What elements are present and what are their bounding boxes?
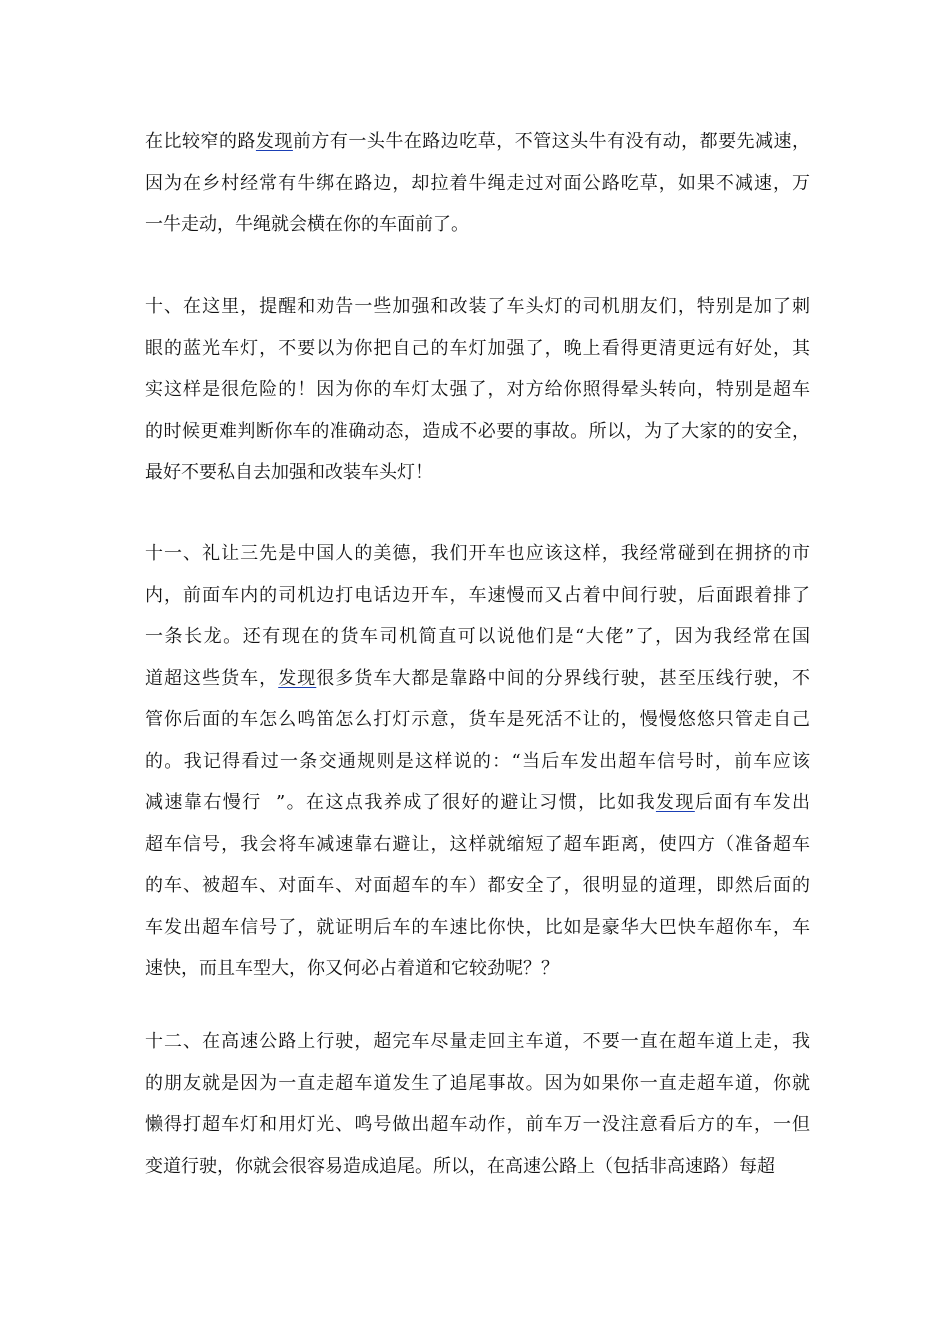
line-text: 最好不要私自去加强和改装车头灯！ [145, 462, 433, 483]
text-line [145, 741, 810, 783]
paragraph-yield-to-overtaking [145, 533, 810, 990]
line-text: 在比较窄的路 [145, 131, 256, 152]
text-line [145, 204, 810, 246]
line-text: 后面有车发出 [694, 792, 811, 813]
line-text: 管你后面的车怎么鸣笛怎么打灯示意，货车是死活不让的，慢慢悠悠只管走自己 [145, 709, 810, 730]
text-line [145, 452, 810, 494]
line-text: 内，前面车内的司机边打电话边开车，车速慢而又占着中间行驶，后面跟着排了 [145, 584, 810, 606]
text-line [145, 1063, 810, 1105]
text-line [145, 411, 810, 453]
keyword-link[interactable]: 发现 [278, 667, 317, 689]
text-line [145, 1146, 810, 1188]
line-text: 车发出超车信号了，就证明后车的车速比你快，比如是豪华大巴快车超你车，车 [145, 916, 810, 938]
line-text: 超车信号，我会将车减速靠右避让，这样就缩短了超车距离，使四方（准备超车 [145, 833, 810, 855]
paragraph-highway-overtaking-lane [145, 1021, 810, 1187]
line-text: 道超这些货车， [145, 667, 279, 689]
text-line [145, 907, 810, 949]
keyword-link[interactable]: 发现 [655, 792, 695, 813]
text-line [145, 865, 810, 907]
text-line [145, 782, 810, 824]
line-text: 十、在这里，提醒和劝告一些加强和改装了车头灯的司机朋友们，特别是加了刺 [145, 296, 810, 317]
line-text: 眼的蓝光车灯，不要以为你把自己的车灯加强了，晚上看得更清更远有好处，其 [145, 337, 810, 359]
line-text: 的朋友就是因为一直走超车道发生了追尾事故。因为如果你一直走超车道，你就 [145, 1072, 810, 1094]
line-text: 速快，而且车型大，你又何必占着道和它较劲呢？？ [145, 958, 559, 979]
paragraph-headlight-modification [145, 286, 810, 494]
text-line [145, 1104, 810, 1146]
text-line [145, 948, 810, 990]
text-line [145, 824, 810, 866]
line-text: 懒得打超车灯和用灯光、鸣号做出超车动作，前车万一没注意看后方的车，一但 [145, 1114, 810, 1135]
keyword-link[interactable]: 发现 [255, 131, 293, 152]
paragraph-cow-on-road [145, 121, 810, 246]
line-text: 很多货车大都是靠路中间的分界线行驶，甚至压线行驶，不 [316, 667, 811, 689]
text-line [145, 533, 810, 575]
line-text: 减速靠右慢行 ”。在这点我养成了很好的避让习惯，比如我 [145, 792, 656, 813]
line-text: 十一、礼让三先是中国人的美德，我们开车也应该这样，我经常碰到在拥挤的市 [145, 543, 810, 564]
line-text: 一牛走动，牛绳就会横在你的车面前了。 [145, 214, 469, 235]
text-line [145, 658, 810, 700]
text-line [145, 616, 810, 658]
line-text: 的时候更难判断你车的准确动态，造成不必要的事故。所以，为了大家的的安全， [145, 420, 810, 442]
line-text: 实这样是很危险的！因为你的车灯太强了，对方给你照得晕头转向，特别是超车 [145, 379, 810, 400]
line-text: 因为在乡村经常有牛绑在路边，却拉着牛绳走过对面公路吃草，如果不减速，万 [145, 172, 810, 194]
line-text: 十二、在高速公路上行驶，超完车尽量走回主车道，不要一直在超车道上走，我 [145, 1031, 810, 1052]
text-line [145, 163, 810, 205]
text-line [145, 1021, 810, 1063]
line-text: 一条长龙。还有现在的货车司机简直可以说他们是“大佬”了，因为我经常在国 [145, 626, 810, 647]
text-line [145, 328, 810, 370]
line-text: 前方有一头牛在路边吃草，不管这头牛有没有动，都要先减速， [292, 131, 811, 152]
text-line [145, 121, 810, 163]
text-line [145, 286, 810, 328]
text-line [145, 575, 810, 617]
text-line [145, 699, 810, 741]
text-line [145, 369, 810, 411]
line-text: 变道行驶，你就会很容易造成追尾。所以，在高速公路上（包括非高速路）每超 [145, 1155, 775, 1177]
line-text: 的车、被超车、对面车、对面超车的车）都安全了，很明显的道理，即然后面的 [145, 875, 810, 896]
line-text: 的。我记得看过一条交通规则是这样说的：“当后车发出超车信号时，前车应该 [145, 750, 810, 772]
